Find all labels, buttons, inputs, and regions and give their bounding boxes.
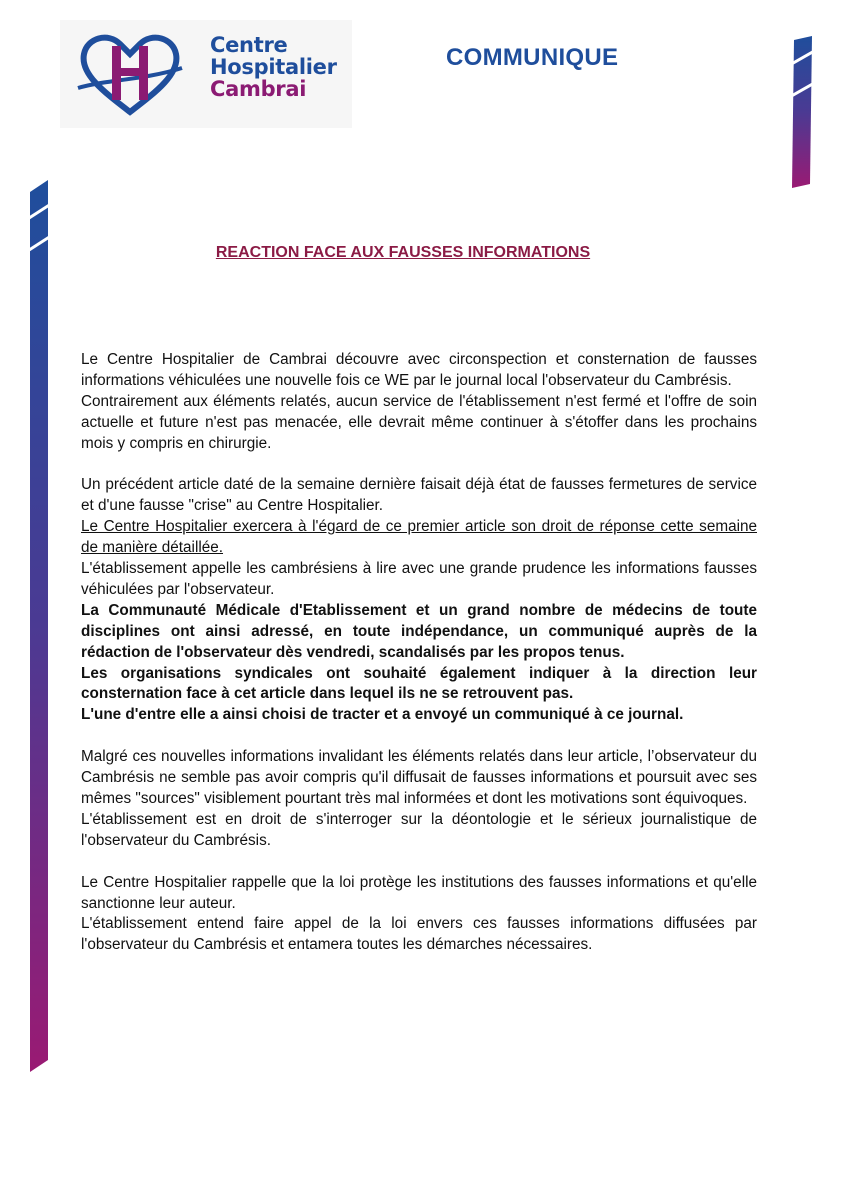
paragraph: Contrairement aux éléments relatés, aucun service de l'établissement n'est fermé et l'offre de soin actuelle et future n'est pas menacée, elle devrait même continuer à s'étoffer dans les prochains mois y compris en chirurgie.	[81, 392, 757, 452]
paragraph: Malgré ces nouvelles informations invalidant les éléments relatés dans leur article, l’observateur du Cambrésis ne semble pas avoir compris qu'il diffusait de fausses informations et poursuit avec ses mêmes "sources" visiblement pourtant très mal informées et dont les motivations sont équivoques.	[81, 748, 757, 807]
paragraph: Le Centre Hospitalier rappelle que la loi protège les institutions des fausses informations et qu'elle sanctionne leur auteur.	[81, 873, 757, 912]
heart-h-logo-icon	[74, 28, 186, 120]
communique-body	[81, 350, 757, 956]
paragraph: Le Centre Hospitalier de Cambrai découvre avec circonspection et consternation de fausses informations véhiculées une nouvelle fois ce WE par le journal local l'observateur du Cambrésis.	[81, 351, 757, 389]
logo-line-1: Centre	[210, 33, 288, 57]
logo-wordmark	[210, 34, 337, 100]
paragraph: Un précédent article daté de la semaine dernière faisait déjà état de fausses fermetures de service et d'une fausse "crise" au Centre Hospitalier.	[81, 476, 757, 515]
paragraph-bold: Les organisations syndicales ont souhaité également indiquer à la direction leur consternation face à cet article dans lequel ils ne se retrouvent pas.	[81, 664, 757, 703]
communique-title: REACTION FACE AUX FAUSSES INFORMATIONS	[215, 244, 591, 261]
paragraph: L'établissement entend faire appel de la loi envers ces fausses informations diffusées par l'observateur du Cambrésis et entamera toutes les démarches nécessaires.	[81, 915, 757, 954]
paragraph-underlined: Le Centre Hospitalier exercera à l'égard de ce premier article son droit de réponse cette semaine de manière détaillée.	[81, 518, 757, 557]
paragraph-bold: La Communauté Médicale d'Etablissement et un grand nombre de médecins de toute disciplines ont ainsi adressé, en toute indépendance, un communiqué auprès de la rédaction de l'observateur dès vendredi, scandalisés par les propos tenus.	[81, 601, 757, 661]
left-decorative-stripe	[26, 180, 54, 1076]
document-heading: COMMUNIQUE	[446, 44, 619, 71]
logo-line-2: Hospitalier	[210, 55, 337, 79]
paragraph: L'établissement appelle les cambrésiens à lire avec une grande prudence les informations fausses véhiculées par l'observateur.	[81, 560, 757, 598]
paragraph-bold: L'une d'entre elle a ainsi choisi de tracter et a envoyé un communiqué à ce journal.	[81, 706, 684, 724]
paragraph: L'établissement est en droit de s'interroger sur la déontologie et le sérieux journalistique de l'observateur du Cambrésis.	[81, 810, 757, 849]
hospital-logo	[60, 20, 352, 128]
logo-line-3: Cambrai	[210, 77, 307, 101]
right-decorative-stripe	[788, 36, 816, 188]
